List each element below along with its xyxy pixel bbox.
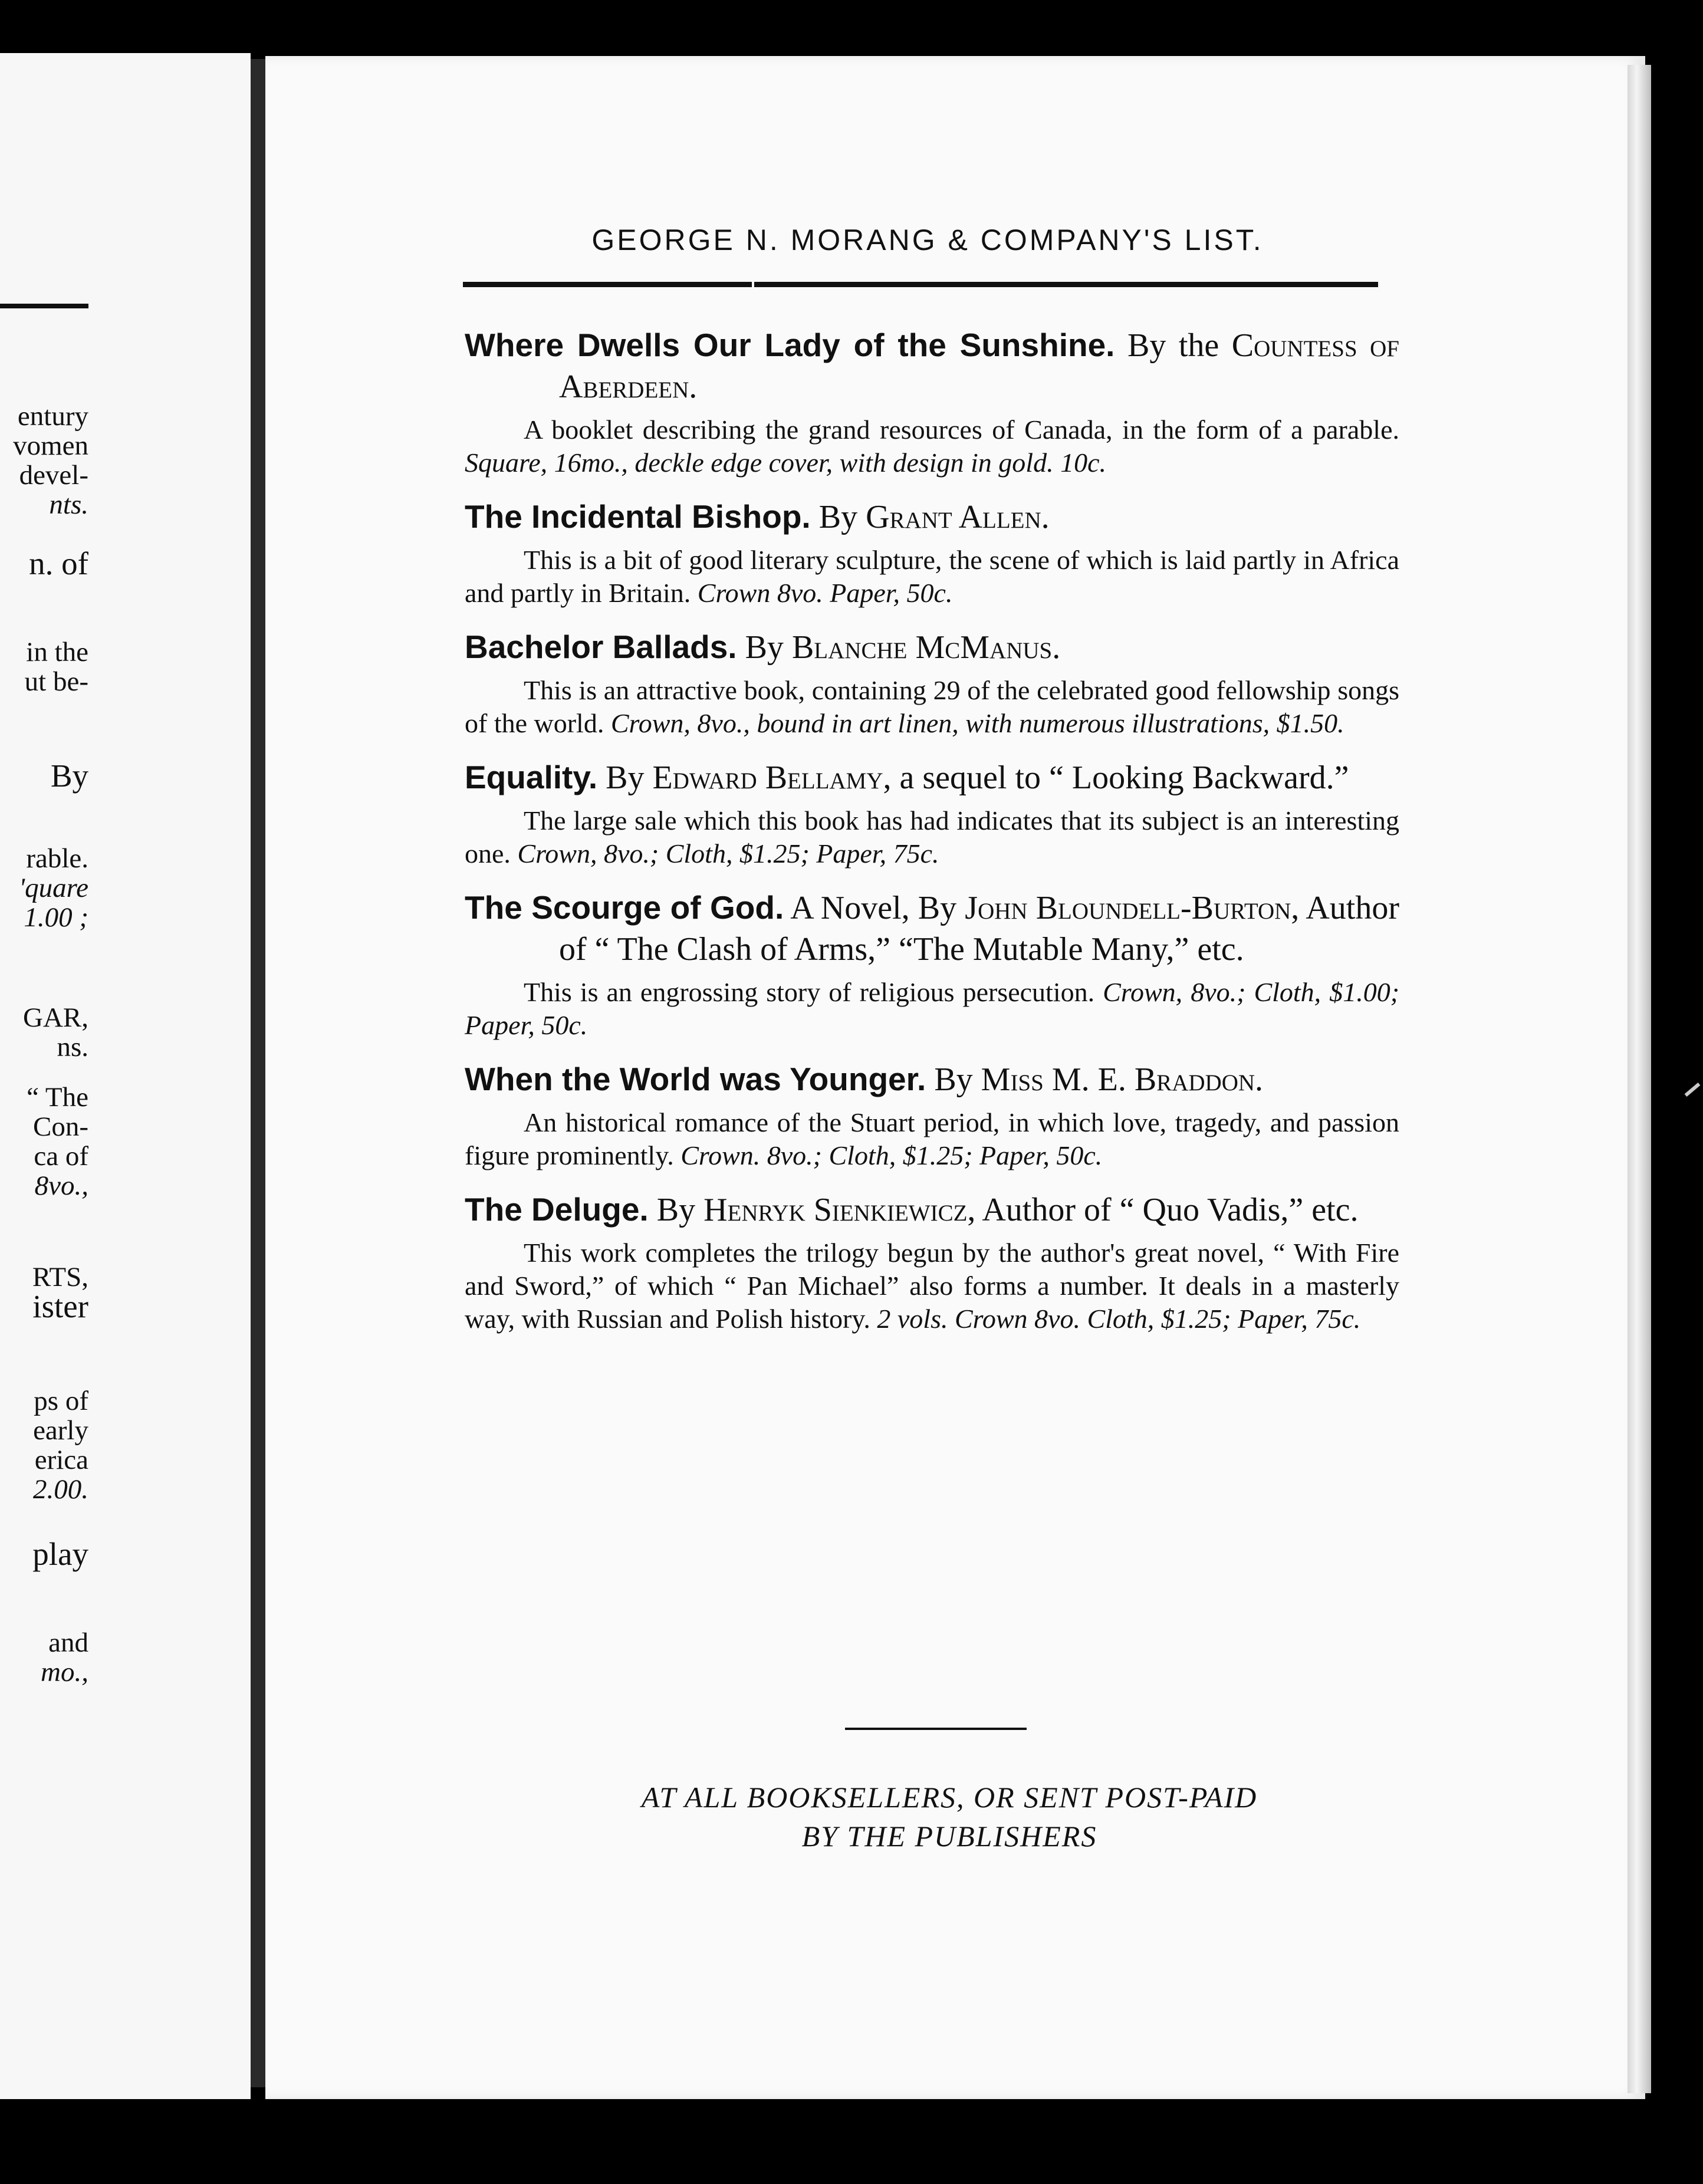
description-text: This work completes the trilogy begun by the author's great novel, “ With Fire and Sword,” of which “ Pan Michael” also forms a number. It deals in a masterly way, with Russian and Polish history. xyxy=(465,1238,1399,1334)
facing-page-fragment: early xyxy=(33,1415,88,1446)
description-text: This is an attractive book, containing 29 of the celebrated good fellowship songs of the world. xyxy=(465,675,1399,738)
facing-page-fragment: RTS, xyxy=(32,1262,88,1292)
closing-line-1: AT ALL BOOKSELLERS, OR SENT POST-PAID xyxy=(641,1781,1258,1814)
by-prefix: By xyxy=(656,1192,696,1228)
format-price: Crown. 8vo.; Cloth, $1.25; Paper, 50c. xyxy=(680,1140,1103,1170)
entry-description xyxy=(465,1106,1399,1172)
entry-description xyxy=(465,544,1399,610)
format-price: Crown 8vo. Paper, 50c. xyxy=(697,578,953,608)
facing-page-fragment: devel- xyxy=(19,460,88,491)
by-prefix: By the xyxy=(1127,327,1219,364)
book-title: The Deluge. xyxy=(465,1191,649,1228)
format-price: Square, 16mo., deckle edge cover, with design in gold. 10c. xyxy=(465,448,1106,478)
description-text: This is a bit of good literary sculpture, the scene of which is laid partly in Africa and partly in Britain. xyxy=(465,545,1399,608)
book-entry xyxy=(465,756,1399,870)
book-entry xyxy=(465,887,1399,1042)
facing-page-fragment: GAR, xyxy=(23,1002,88,1033)
facing-page-fragment: mo., xyxy=(41,1657,88,1688)
facing-page-fragment: nts. xyxy=(49,489,88,520)
facing-page-fragment: Con- xyxy=(33,1111,88,1142)
by-prefix: By xyxy=(606,759,645,796)
by-prefix: By xyxy=(818,499,858,535)
facing-page-fragment: vomen xyxy=(13,430,88,461)
entry-heading xyxy=(465,1058,1399,1100)
facing-page-fragment: ns. xyxy=(57,1032,88,1063)
book-entry xyxy=(465,496,1399,610)
facing-page-fragment: ut be- xyxy=(24,666,88,697)
facing-page-fragment: “ The xyxy=(27,1082,88,1113)
entry-heading xyxy=(465,887,1399,970)
facing-page-fragment: play xyxy=(32,1536,88,1572)
entry-heading xyxy=(465,324,1399,407)
book-title: The Scourge of God. xyxy=(465,889,784,926)
facing-page-fragment: erica xyxy=(34,1445,88,1475)
facing-page-left xyxy=(0,53,251,2099)
facing-page-fragment: ps of xyxy=(34,1386,88,1416)
book-title: Where Dwells Our Lady of the Sunshine. xyxy=(465,327,1115,363)
closing-rule xyxy=(845,1728,1027,1730)
book-author: Blanche McManus. xyxy=(791,629,1061,666)
description-text: This is an engrossing story of religious persecution. xyxy=(524,977,1095,1007)
header-rule xyxy=(463,282,1378,287)
book-entry xyxy=(465,1058,1399,1172)
entry-description xyxy=(465,674,1399,740)
entry-description xyxy=(465,1236,1399,1336)
facing-page-fragment: and xyxy=(48,1627,88,1658)
by-prefix: A Novel, By xyxy=(790,890,957,926)
facing-page-fragment: 2.00. xyxy=(33,1474,88,1505)
book-entry xyxy=(465,324,1399,479)
book-entry xyxy=(465,1189,1399,1336)
facing-page-fragment: 'quare xyxy=(19,873,88,903)
book-entry xyxy=(465,626,1399,740)
by-prefix: By xyxy=(934,1061,973,1098)
facing-page-fragment: ister xyxy=(32,1288,88,1324)
description-text: An historical romance of the Stuart period, in which love, tragedy, and passion figure prominently. xyxy=(465,1107,1399,1170)
entry-description xyxy=(465,413,1399,479)
entry-heading xyxy=(465,496,1399,538)
entry-description xyxy=(465,976,1399,1042)
facing-page-fragment: n. of xyxy=(29,545,88,581)
book-author: John Bloundell-Burton, xyxy=(965,890,1300,926)
author-note: a sequel to “ Looking Backward.” xyxy=(899,759,1349,796)
facing-page-fragment: entury xyxy=(17,401,88,432)
facing-page-fragment: 1.00 ; xyxy=(24,902,88,933)
facing-page-fragment: ca of xyxy=(34,1141,88,1172)
author-note: Author of “ Quo Vadis,” etc. xyxy=(982,1192,1359,1228)
book-author: Grant Allen. xyxy=(866,499,1050,535)
format-price: Crown, 8vo.; Cloth, $1.00; Paper, 50c. xyxy=(465,977,1400,1040)
closing-note xyxy=(507,1778,1392,1856)
description-text: A booklet describing the grand resources of Canada, in the form of a parable. xyxy=(524,415,1399,445)
book-title: The Incidental Bishop. xyxy=(465,498,811,535)
book-title: When the World was Younger. xyxy=(465,1061,926,1097)
page-edge xyxy=(1628,65,1651,2093)
format-price: 2 vols. Crown 8vo. Cloth, $1.25; Paper, 75c. xyxy=(877,1304,1361,1334)
book-author: Countess of Aberdeen. xyxy=(559,327,1400,405)
format-price: Crown, 8vo., bound in art linen, with numerous illustrations, $1.50. xyxy=(610,708,1344,738)
entry-description xyxy=(465,804,1399,870)
facing-page-fragment: in the xyxy=(26,637,88,667)
description-text: The large sale which this book has had indicates that its subject is an interesting one. xyxy=(465,805,1399,869)
facing-page-fragment: rable. xyxy=(26,843,88,874)
facing-page-fragment: 8vo., xyxy=(34,1170,88,1201)
by-prefix: By xyxy=(745,629,784,666)
edge-mark xyxy=(1685,1083,1701,1097)
entry-heading xyxy=(465,1189,1399,1231)
author-note: Author of “ The Clash of Arms,” “The Mutable Many,” etc. xyxy=(559,890,1399,968)
book-author: Miss M. E. Braddon. xyxy=(981,1061,1264,1098)
entry-heading xyxy=(465,756,1399,798)
book-title: Bachelor Ballads. xyxy=(465,629,737,665)
book-list xyxy=(465,324,1399,1352)
format-price: Crown, 8vo.; Cloth, $1.25; Paper, 75c. xyxy=(517,838,939,869)
book-author: Edward Bellamy, xyxy=(652,759,892,796)
closing-line-2: BY THE PUBLISHERS xyxy=(801,1820,1097,1853)
running-head: GEORGE N. MORANG & COMPANY'S LIST. xyxy=(591,223,1264,256)
facing-page-fragment: By xyxy=(50,758,88,794)
facing-page-rule xyxy=(0,304,88,308)
book-title: Equality. xyxy=(465,759,598,795)
entry-heading xyxy=(465,626,1399,668)
book-author: Henryk Sienkiewicz, xyxy=(703,1192,976,1228)
